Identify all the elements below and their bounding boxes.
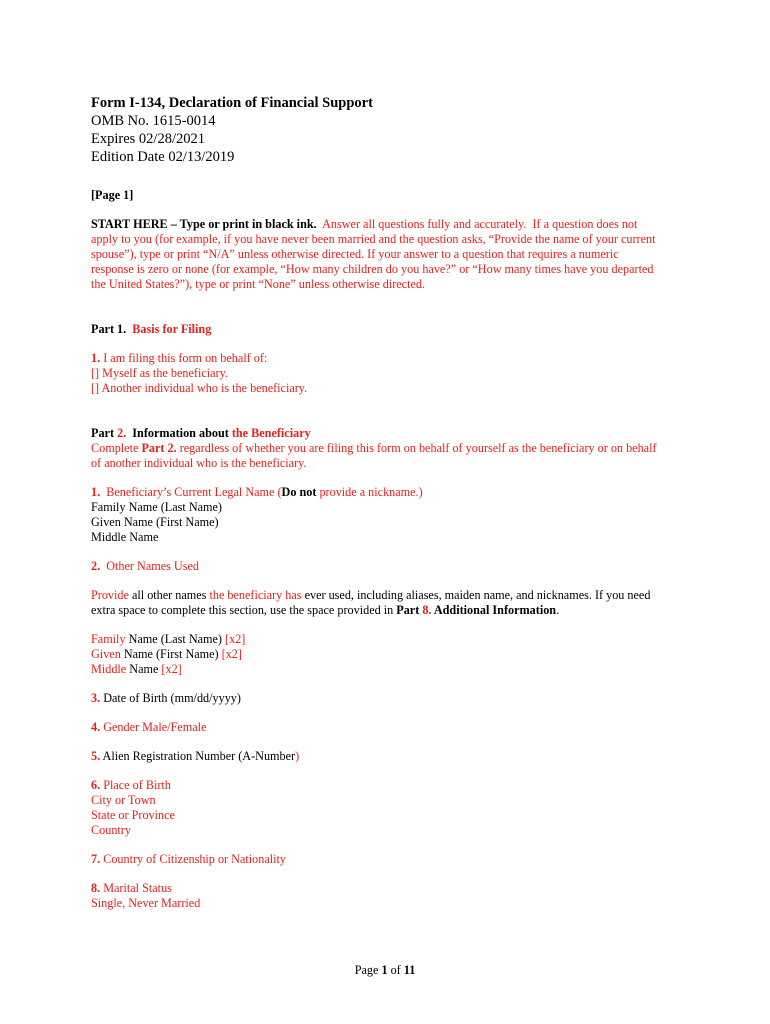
start-here-instructions — [91, 217, 691, 292]
expiration-date: Expires 02/28/2021 — [91, 131, 205, 147]
part2-heading: Part 2. Information about the Beneficiary — [91, 426, 311, 440]
start-here-bold: START HERE – Type or print in black ink. — [91, 217, 317, 231]
part2-intro-line2: of another individual who is the beneficiary. — [91, 456, 307, 470]
other-names-instructions: Provide all other names the beneficiary has ever used, including aliases, maiden name, and nicknames. If you need — [91, 588, 651, 602]
a-number-question: 5. Alien Registration Number (A-Number) — [91, 749, 300, 763]
marital-status-option-single: Single, Never Married — [91, 896, 201, 910]
start-here-line4: response is zero or none (for example, “How many children do you have?” or “How many times have you departed — [91, 262, 654, 276]
place-of-birth-question: 6. Place of Birth — [91, 778, 171, 792]
omb-number: OMB No. 1615-0014 — [91, 113, 216, 129]
edition-date: Edition Date 02/13/2019 — [91, 149, 235, 165]
page-content — [91, 94, 691, 911]
given-name-label: Given Name (First Name) — [91, 515, 219, 529]
part1-question1: 1. I am filing this form on behalf of: — [91, 351, 268, 365]
other-names-instructions-line2: extra space to complete this section, use the space provided in Part 8. Additional Information. — [91, 603, 560, 617]
page-footer: Page 1 of 11 — [354, 963, 416, 977]
gender-question: 4. Gender Male/Female — [91, 720, 207, 734]
country-label: Country — [91, 823, 131, 837]
option-myself: [] Myself as the beneficiary. — [91, 366, 228, 380]
start-here-line2: apply to you (for example, if you have never been married and the question asks, “Provide the name of your current — [91, 232, 656, 246]
start-here-line1: Answer all questions fully and accurately. If a question does not — [316, 217, 638, 231]
citizenship-question: 7. Country of Citizenship or Nationality — [91, 852, 286, 866]
page-label: [Page 1] — [91, 188, 134, 202]
part2-intro: Complete Part 2. regardless of whether you are filing this form on behalf of yourself as the beneficiary or on behalf — [91, 441, 657, 455]
beneficiary-legal-name-question: 1. Beneficiary’s Current Legal Name (Do not provide a nickname.) — [91, 485, 423, 499]
marital-status-question: 8. Marital Status — [91, 881, 172, 895]
other-given-name-label: Given Name (First Name) [x2] — [91, 647, 242, 661]
start-here-line3: spouse”), type or print “N/A” unless otherwise directed. If your answer to a question that requires a numeric — [91, 247, 619, 261]
middle-name-label: Middle Name — [91, 530, 159, 544]
state-or-province-label: State or Province — [91, 808, 175, 822]
city-or-town-label: City or Town — [91, 793, 156, 807]
other-middle-name-label: Middle Name [x2] — [91, 662, 182, 676]
start-here-line5: the United States?”), type or print “None” unless otherwise directed. — [91, 277, 426, 291]
family-name-label: Family Name (Last Name) — [91, 500, 222, 514]
form-header — [91, 94, 691, 166]
part1-heading: Part 1. Basis for Filing — [91, 322, 212, 336]
form-title: Form I-134, Declaration of Financial Support — [91, 95, 373, 111]
date-of-birth-question: 3. Date of Birth (mm/dd/yyyy) — [91, 691, 241, 705]
other-names-question: 2. Other Names Used — [91, 559, 199, 573]
option-another-individual: [] Another individual who is the beneficiary. — [91, 381, 308, 395]
other-family-name-label: Family Name (Last Name) [x2] — [91, 632, 246, 646]
